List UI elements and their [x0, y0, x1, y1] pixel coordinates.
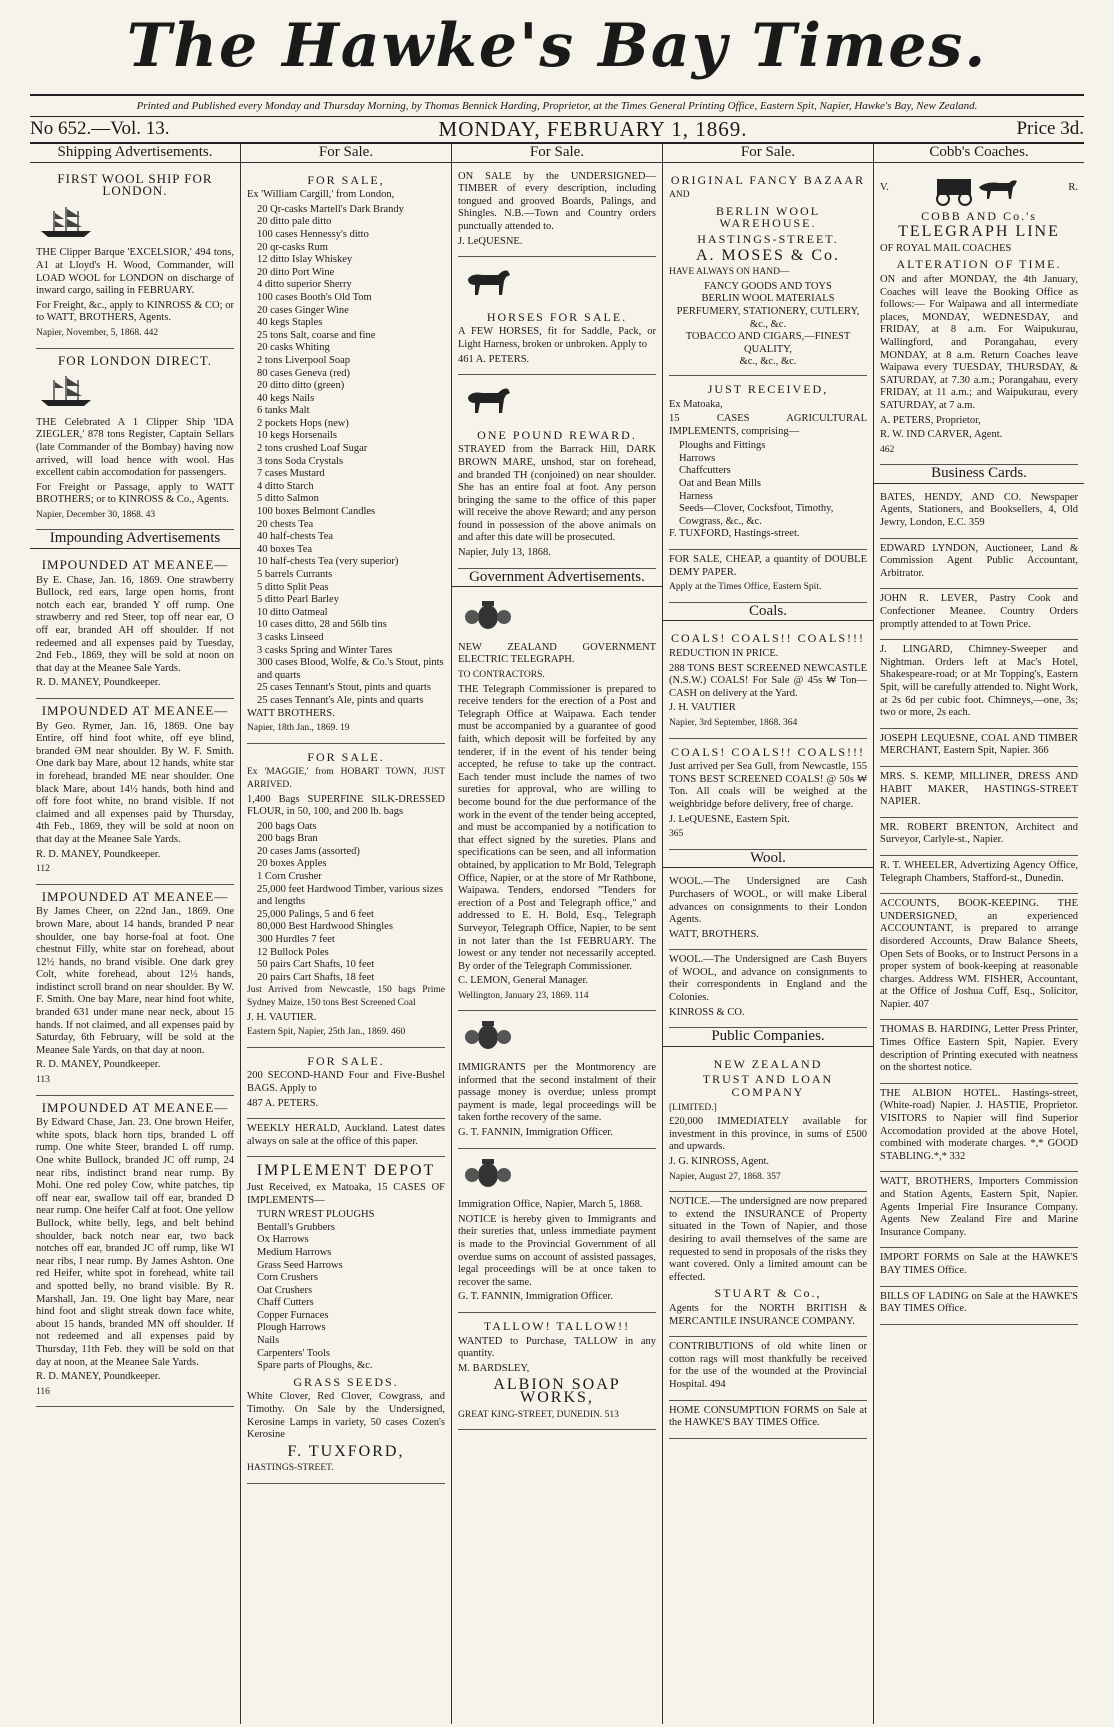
list-item: 20 cases Ginger Wine: [257, 304, 349, 316]
ad-demy-paper: FOR SALE, CHEAP, a quantity of DOUBLE DEMY PAPER. Apply at the Times Office, Eastern Spit.: [669, 550, 867, 603]
list-item: Harness: [679, 490, 713, 502]
business-card: BATES, HENDY, AND CO. Newspaper Agents, Stationers, and Booksellers, 4, Old Jewry, London, E.C. 359: [880, 488, 1078, 539]
list-item: 20 ditto Port Wine: [257, 266, 335, 278]
list-item: Bentall's Grubbers: [257, 1221, 336, 1233]
goods-list: [669, 281, 867, 369]
ad-wool-ship: FIRST WOOL SHIP FOR LONDON. THE Clipper Barque 'EXCELSIOR,' 494 tons, A1 at Lloyd's H. Wood, Commander, will LOAD WOOL for LONDON on discharge of inward cargo, sailing in FEBRUARY. For Freight, &c., apply to KINROSS & CO; or to WATT, BROTHERS, Agents. Napier, November, 5, 1868. 442: [36, 167, 234, 349]
list-item: 20 ditto pale ditto: [257, 216, 332, 228]
ad-impounded-1: IMPOUNDED AT MEANEE— By E. Chase, Jan. 16, 1869. One strawberry Bullock, red ears, large open horns, front notch each ear, branded Y off rump. One strawberry and red Steer, top off near ear, O off ear, branded AH off shoulder. If not redeemed and all expenses paid by Tuesday, 2nd Feb., 1869, they will be sold at noon on that day at the Meanee Sale Yards. R. D. MANEY, Poundkeeper.: [36, 553, 234, 699]
ad-cargill-sale: FOR SALE, Ex 'William Cargill,' from London, 20 Qr-casks Martell's Dark Brandy 20 ditto pale ditto 100 cases Hennessy's ditto 20 qr-casks Rum 12 ditto Islay Whiskey 20 ditto Port Wine 4 ditto superior Sherry 100 cases Booth's Old Tom 20 cases Ginger Wine 40 kegs Staples 25 tons Salt, coarse and fine 20 casks Whiting 2 tons Liverpool Soap 80 cases Geneva (red) 20 ditto ditto (green) 40 kegs Nails 6 tanks Malt 2 pockets Hops (new) 10 kegs Horsenails 2 tons crushed Loaf Sugar 3 tons Soda Crystals 7 cases Mustard 4 ditto Starch 5 ditto Salmon 100 boxes Belmont Candles 20 chests Tea 40 half-chests Tea 40 boxes Tea 10 half-chests Tea (very superior) 5 barrels Currants 5 ditto Split Peas 5 ditto Pearl Barley 10 ditto Oatmeal 10 cases ditto, 28 and 56lb tins 3 casks Linseed 3 casks Spring and Winter Tares 300 cases Blood, Wolfe, & Co.'s Stout, pints and quarts 25 cases Tennant's Stout, pints and quarts 25 cases Tennant's Ale, pints and quarts WATT BROTHERS. Napier, 18th Jan., 1869. 19: [247, 167, 445, 744]
list-item: 10 kegs Horsenails: [257, 430, 337, 442]
issue-number: No 652.—Vol. 13.: [30, 118, 170, 139]
list-item: 100 boxes Belmont Candles: [257, 506, 376, 518]
columns: [30, 144, 1084, 1724]
business-card: R. T. WHEELER, Advertizing Agency Office, Telegraph Chambers, Stafford-st., Dunedin.: [880, 856, 1078, 894]
list-item: 20 casks Whiting: [257, 342, 330, 354]
list-item: Spare parts of Ploughs, &c.: [257, 1360, 373, 1372]
column-for-sale-3: [663, 144, 874, 1724]
list-item: 20 boxes Apples: [257, 858, 327, 870]
royal-arms-icon: [458, 1019, 518, 1053]
list-item: 10 ditto Oatmeal: [257, 606, 328, 618]
business-card: JOHN R. LEVER, Pastry Cook and Confectioner Meanee. Country Orders promptly attended to at Town Price.: [880, 589, 1078, 640]
list-item: Oat and Bean Mills: [679, 478, 761, 490]
list-item: 2 tons Liverpool Soap: [257, 354, 351, 366]
ad-weekly-herald: WEEKLY HERALD, Auckland. Latest dates always on sale at the office of this paper.: [247, 1119, 445, 1157]
ship-icon: [36, 205, 96, 239]
ad-fancy-bazaar: ORIGINAL FANCY BAZAAR AND BERLIN WOOL WAREHOUSE. HASTINGS-STREET. A. MOSES & Co. HAVE ALWAYS ON HAND— FANCY GOODS AND TOYS BERLIN WOOL MATERIALS PERFUMERY, STATIONERY, CUTLERY, &c., &c. TOBACCO AND CIGARS,—FINEST QUALITY, &c., &c., &c.: [669, 167, 867, 376]
newspaper-title: The Hawke's Bay Times.: [126, 11, 988, 81]
list-item: Oat Crushers: [257, 1284, 313, 1296]
royal-arms-icon: [458, 599, 518, 633]
section-heading: Government Advertisements.: [452, 569, 662, 588]
list-item: Chaffcutters: [679, 465, 731, 477]
list-item: 100 cases Hennessy's ditto: [257, 228, 369, 240]
ad-immigration-notice: Immigration Office, Napier, March 5, 1868. NOTICE is hereby given to Immigrants and their sureties that, unless immediate payment is made to the Provincial Government of all overdue sums on account of assisted passages, legal proceedings will be at once taken to recover the same. G. T. FANNIN, Immigration Officer.: [458, 1149, 656, 1313]
business-card: THOMAS B. HARDING, Letter Press Printer, Times Office Eastern Spit, Napier. Every description of Printing executed with neatness on the shortest notice.: [880, 1020, 1078, 1083]
list-item: 3 tons Soda Crystals: [257, 455, 344, 467]
list-item: Chaff Cutters: [257, 1297, 314, 1309]
ad-bags-sale: FOR SALE. 200 SECOND-HAND Four and Five-Bushel BAGS. Apply to 487 A. PETERS.: [247, 1048, 445, 1119]
business-card: J. LINGARD, Chimney-Sweeper and Nightman. Orders left at Mac's Hotel, Shakespeare-road; or at Mr Topping's, Eastern Spit, will be carefully attended to. Night Work, at 2s 6d per cubic foot. Chimneys,—one, 3s; two or more, 2s each.: [880, 640, 1078, 729]
list-item: 50 pairs Cart Shafts, 10 feet: [257, 959, 375, 971]
list-item: 100 cases Booth's Old Tom: [257, 291, 372, 303]
business-card: MR. ROBERT BRENTON, Architect and Surveyor, Carlyle-st., Napier.: [880, 818, 1078, 856]
list-item: 6 tanks Malt: [257, 405, 310, 417]
list-item: 4 ditto superior Sherry: [257, 279, 352, 291]
business-card: JOSEPH LEQUESNE, COAL AND TIMBER MERCHANT, Eastern Spit, Napier. 366: [880, 729, 1078, 767]
list-item: 300 Hurdles 7 feet: [257, 934, 335, 946]
list-item: 20 chests Tea: [257, 518, 314, 530]
list-item: BERLIN WOOL MATERIALS: [701, 293, 835, 305]
section-heading: Business Cards.: [874, 465, 1084, 484]
ad-implement-depot: IMPLEMENT DEPOT Just Received, ex Matoaka, 15 CASES OF IMPLEMENTS— TURN WREST PLOUGHS Bentall's Grubbers Ox Harrows Medium Harrows Grass Seed Harrows Corn Crushers Oat Crushers Chaff Cutters Copper Furnaces Plough Harrows Nails Carpenters' Tools Spare parts of Ploughs, &c. GRASS SEEDS. White Clover, Red Clover, Cowgrass, and Timothy. On Sale by the Undersigned, Kerosine Lamps in variety, 50 cases Cozen's Kerosine F. TUXFORD, HASTINGS-STREET.: [247, 1157, 445, 1484]
list-item: 3 casks Linseed: [257, 631, 324, 643]
ad-trust-loan: NEW ZEALAND TRUST AND LOAN COMPANY [LIMITED.] £20,000 IMMEDIATELY available for investment in this province, in sums of £500 and upwards. J. G. KINROSS, Agent. Napier, August 27, 1868. 357: [669, 1051, 867, 1192]
ad-immigrants: IMMIGRANTS per the Montmorency are informed that the second instalment of their passage money is overdue; unless prompt payment is made, legal proceedings will be taken forthe recovery of the same. G. T. FANNIN, Immigration Officer.: [458, 1011, 656, 1148]
list-item: 4 ditto Starch: [257, 480, 314, 492]
column-heading: For Sale.: [663, 144, 873, 163]
ad-tallow: TALLOW! TALLOW!! WANTED to Purchase, TALLOW in any quantity. M. BARDSLEY, ALBION SOAP WORKS, GREAT KING-STREET, DUNEDIN. 513: [458, 1313, 656, 1430]
list-item: Seeds—Clover, Cocksfoot, Timothy, Cowgrass, &c., &c.: [679, 503, 834, 527]
list-item: 3 casks Spring and Winter Tares: [257, 644, 393, 656]
list-item: 25 cases Tennant's Ale, pints and quarts: [257, 694, 424, 706]
list-item: PERFUMERY, STATIONERY, CUTLERY, &c., &c.: [676, 305, 860, 330]
list-item: TURN WREST PLOUGHS: [257, 1209, 375, 1221]
list-item: 12 Bullock Poles: [257, 946, 329, 958]
list-item: Ploughs and Fittings: [679, 440, 766, 452]
ad-coals-vautier: COALS! COALS!! COALS!!! REDUCTION IN PRICE. 288 TONS BEST SCREENED NEWCASTLE (N.S.W.) COALS! For Sale @ 45s ₩ Ton—CASH on delivery at the Yard. J. H. VAUTIER Napier, 3rd September, 1868. 364: [669, 625, 867, 738]
dateline: [30, 116, 1084, 144]
ad-timber: ON SALE by the UNDERSIGNED—TIMBER of every description, including tongued and grooved Boards, Palings, and Shingles. N.B.—Town and Country orders punctually attended to. J. LeQUESNE.: [458, 167, 656, 258]
business-cards: [880, 488, 1078, 1325]
ad-contributions: CONTRIBUTIONS of old white linen or cotton rags will most thankfully be received for the use of the wounded at the Provincial Hospital. 494: [669, 1337, 867, 1400]
ad-horses: HORSES FOR SALE. A FEW HORSES, fit for Saddle, Pack, or Light Harness, broken or unbroken. Apply to 461 A. PETERS.: [458, 257, 656, 375]
list-item: 20 qr-casks Rum: [257, 241, 328, 253]
list-item: Copper Furnaces: [257, 1309, 329, 1321]
ad-telegraph: NEW ZEALAND GOVERNMENT ELECTRIC TELEGRAPH. TO CONTRACTORS. THE Telegraph Commissioner is prepared to receive tenders for the erection of a Post and Telegraph Office at Waipawa. Each tender must be accompanied by a guarantee of good faith, which deposit will be forfeited by any tenderer, if in the event of his tender being accepted, he refuse to take up the contract. Each tender must include the names of two sureties for approval, who are willing to become bound for the due performance of the work in the event of the tender being accepted, and must be accompanied by a notification to that effect signed by the sureties. Plans and specifications can be seen, and all information obtained, by application to Mr Bold, Telegraph Office, Napier, or at the store of Mr Rathbone, Waipawa. Tenders, endorsed "Tenders for erection of a Post and Telegraph office," and addressed to E. H. Bold, Esq., Telegraph Surveyor, Telegraph Office, Napier, to be sent in not later than the 1st FEBRUARY. The lowest or any tender not necessarily accepted. By order of the Telegraph Commissioner. C. LEMON, General Manager. Wellington, January 23, 1869. 114: [458, 591, 656, 1011]
ad-london-direct: FOR LONDON DIRECT. THE Celebrated A 1 Clipper Ship 'IDA ZIEGLER,' 878 tons Register, Captain Sellars (late Commander of the Bombay) having now arrived, will load hence with wool. Has excellent cabin accomodation for passengers. For Freight or Passage, apply to WATT BROTHERS; or to KINROSS & Co., Agents. Napier, December 30, 1868. 43: [36, 349, 234, 531]
list-item: 5 ditto Split Peas: [257, 581, 329, 593]
list-item: 7 cases Mustard: [257, 468, 325, 480]
list-item: 25,000 Palings, 5 and 6 feet: [257, 908, 374, 920]
ad-coals-lequesne: COALS! COALS!! COALS!!! Just arrived per Sea Gull, from Newcastle, 155 TONS BEST SCREENED COALS! @ 50s ₩ Ton. All coals will be weighed at the weighbridge before delivery, free of charge. J. LeQUESNE, Eastern Spit. 365: [669, 739, 867, 850]
business-card: MRS. S. KEMP, MILLINER, DRESS AND HABIT MAKER, HASTINGS-STREET NAPIER.: [880, 767, 1078, 818]
list-item: 20 Qr-casks Martell's Dark Brandy: [257, 203, 404, 215]
list-item: 25 cases Tennant's Stout, pints and quarts: [257, 682, 431, 694]
horse-icon: [458, 265, 518, 299]
list-item: 80 cases Geneva (red): [257, 367, 350, 379]
list-item: Nails: [257, 1335, 280, 1347]
business-card: IMPORT FORMS on Sale at the HAWKE'S BAY TIMES Office.: [880, 1248, 1078, 1286]
business-card: WATT, BROTHERS, Importers Commission and Station Agents, Eastern Spit, Napier. Agents Imperial Fire Insurance Company. Agents New Zealand Fire and Marine Insurance Company.: [880, 1172, 1078, 1248]
issue-date: MONDAY, FEBRUARY 1, 1869.: [438, 116, 748, 141]
list-item: 20 cases Jams (assorted): [257, 845, 360, 857]
masthead: [0, 0, 1114, 96]
goods-list: [247, 821, 445, 985]
issue-price: Price 3d.: [1016, 118, 1084, 139]
list-item: 10 cases ditto, 28 and 56lb tins: [257, 619, 387, 631]
column-heading: For Sale.: [452, 144, 662, 163]
goods-list: [247, 204, 445, 708]
business-card: ACCOUNTS, BOOK-KEEPING. THE UNDERSIGNED, an experienced ACCOUNTANT, is prepared to arrange disordered Accounts, Draw Balance Sheets, Open Sets of Books, or to Instruct Persons in a proper system of book-keeping at reasonable charges. Address WM. FISHER, Accountant, at the Office of Joshua Cuff, Esq., Solicitor, Napier. 407: [880, 894, 1078, 1020]
ad-impounded-2: IMPOUNDED AT MEANEE— By Geo. Rymer, Jan. 16, 1869. One bay Entire, off hind foot white, off eye blind, branded ƏM near shoulder. By W. F. Smith. One dark bay Mare, about 12 hands, white star in forehead, branded ME near shoulder. One black Mare, about 14½ hands, both hind and off fore foot white, no brand visible. If not claimed and all expenses paid by Thursday, 4th Feb., 1869, they will be sold at noon on that day at the Meanee Sale Yards. R. D. MANEY, Poundkeeper. 112: [36, 699, 234, 885]
section-heading: Impounding Advertisements: [30, 530, 240, 549]
ad-cobb-coaches: V. R. COBB AND Co.'s TELEGRAPH LINE OF ROYAL MAIL COACHES ALTERATION OF TIME. ON and after MONDAY, the 4th January, Coaches will leave the Booking Office as follows:— For Waipawa and all intermediate places, MONDAY, WEDNESDAY, and FRIDAY, at 8 a.m. For Waipukurau, Wallingford, and Porangahau, every MONDAY, at 8 a.m. Return Coaches leave Waipawa every TUESDAY, THURSDAY, & SATURDAY, at 7.30 a.m.; Porangahau, every FRIDAY, at 11 a.m.; and Waipukurau, every SATURDAY, at 7 a.m. A. PETERS, Proprietor, R. W. IND CARVER, Agent. 462: [880, 167, 1078, 466]
list-item: 1 Corn Crusher: [257, 871, 322, 883]
list-item: 40 boxes Tea: [257, 543, 313, 555]
list-item: 80,000 Best Hardwood Shingles: [257, 921, 393, 933]
ad-wool-kinross: WOOL.—The Undersigned are Cash Buyers of WOOL, and advance on consignments to their correspondents in England and the Colonies. KINROSS & CO.: [669, 950, 867, 1028]
list-item: Grass Seed Harrows: [257, 1259, 343, 1271]
section-heading: Coals.: [663, 603, 873, 622]
list-item: Ox Harrows: [257, 1234, 309, 1246]
ad-home-forms: HOME CONSUMPTION FORMS on Sale at the HAWKE'S BAY TIMES Office.: [669, 1401, 867, 1439]
list-item: Harrows: [679, 452, 716, 464]
list-item: 20 ditto ditto (green): [257, 380, 345, 392]
list-item: Corn Crushers: [257, 1272, 318, 1284]
list-item: 25 tons Salt, coarse and fine: [257, 329, 376, 341]
list-item: &c., &c., &c.: [739, 356, 797, 368]
ad-wool-watt: WOOL.—The Undersigned are Cash Purchasers of WOOL, or will make Liberal advances on consignments to their London Agents. WATT, BROTHERS.: [669, 872, 867, 950]
list-item: TOBACCO AND CIGARS,—FINEST QUALITY,: [685, 331, 851, 355]
list-item: 5 ditto Pearl Barley: [257, 594, 339, 606]
list-item: 40 kegs Nails: [257, 392, 315, 404]
royal-arms-icon: [458, 1157, 518, 1191]
list-item: Plough Harrows: [257, 1322, 326, 1334]
column-coaches-cards: [874, 144, 1084, 1724]
column-heading: Cobb's Coaches.: [874, 144, 1084, 163]
list-item: 40 kegs Staples: [257, 317, 323, 329]
ad-reward: ONE POUND REWARD. STRAYED from the Barrack Hill, DARK BROWN MARE, unshod, star on forehead, and branded TH (conjoined) on near shoulder. She has an entire foal at foot. Any person bringing the same to the office of this paper will receive the above Reward; and any person found in possession of the above animals on and after this date will be prosecuted. Napier, July 13, 1868.: [458, 375, 656, 569]
business-card: EDWARD LYNDON, Auctioneer, Land & Commission Agent Public Accountant, Arbitrator.: [880, 539, 1078, 590]
section-heading: Public Companies.: [663, 1028, 873, 1047]
list-item: 5 barrels Currants: [257, 569, 333, 580]
ad-maggie-sale: FOR SALE. Ex 'MAGGIE,' from HOBART TOWN, JUST ARRIVED. 1,400 Bags SUPERFINE SILK-DRESSED FLOUR, in 50, 100, and 200 lb. bags 200 bags Oats 200 bags Bran 20 cases Jams (assorted) 20 boxes Apples 1 Corn Crusher 25,000 feet Hardwood Timber, various sizes and lengths 25,000 Palings, 5 and 6 feet 80,000 Best Hardwood Shingles 300 Hurdles 7 feet 12 Bullock Poles 50 pairs Cart Shafts, 10 feet 20 pairs Cart Shafts, 18 feet Just Arrived from Newcastle, 150 bags Prime Sydney Maize, 150 tons Best Screened Coal J. H. VAUTIER. Eastern Spit, Napier, 25th Jan., 1869. 460: [247, 744, 445, 1048]
column-for-sale-2: [452, 144, 663, 1724]
column-heading: For Sale.: [241, 144, 451, 163]
ad-insurance: NOTICE.—The undersigned are now prepared to extend the INSURANCE of Property situated in the Town of Napier, and those desiring to avail themselves of the same are requested to send in proposals of the risks they want covered. Only a limited amount can be effected. STUART & Co., Agents for the NORTH BRITISH & MERCANTILE INSURANCE COMPANY.: [669, 1192, 867, 1337]
imprint-line: Printed and Published every Monday and Thursday Morning, by Thomas Bennick Harding, Proprietor, at the Times General Printing Office, Eastern Spit, Napier, Hawke's Bay, New Zealand.: [30, 94, 1084, 117]
ad-title: FIRST WOOL SHIP FOR LONDON.: [57, 170, 213, 199]
list-item: 20 pairs Cart Shafts, 18 feet: [257, 971, 375, 983]
list-item: 200 bags Bran: [257, 833, 318, 845]
list-item: Medium Harrows: [257, 1246, 332, 1258]
ad-impounded-3: IMPOUNDED AT MEANEE— By James Cheer, on 22nd Jan., 1869. One brown Mare, about 14 hands, branded P near shoulder, one bay horse-foal at foot. One chestnut Filly, white star on forehead, about 12½ hands, no brand visible. One dark grey Colt, white forehead, about 12½ hands, indistinct scroll brand on near shoulder. By W. F. Smith. One bay Mare, near hind foot white, branded 631 under mane near neck, about 15 hands. If not claimed, and all expenses paid by Saturday, 6th February, will be sold at the Meanee Sale Yards, on that day at noon. R. D. MANEY, Poundkeeper. 113: [36, 885, 234, 1096]
business-card: THE ALBION HOTEL. Hastings-street, (White-road) Napier. J. HASTIE, Proprietor. VISITORS to Napier will find Superior Accomodation provided at the above Hotel, combined with moderate charges. *,* GOOD STABLING.*,* 332: [880, 1084, 1078, 1173]
column-heading: Shipping Advertisements.: [30, 144, 240, 163]
ship-icon: [36, 374, 96, 408]
list-item: FANCY GOODS AND TOYS: [704, 280, 832, 292]
ad-impounded-4: IMPOUNDED AT MEANEE— By Edward Chase, Jan. 23. One brown Heifer, white spots, black horn tips, branded L off rump. One white Steer, branded L off rump. One white Bullock, branded JC off rump, 24 near ribs, indistinct brand near rump. By Mohi. One red poley Cow, white patches, tip off near ear, swallow tail off ear, branded D near rump. One heifer Calf at foot. One yellow Bullock, white belly, legs, and belt behind shoulder, back notch near ear, two back notches off ear, branded JC off rump, like WI near ribs, I near rump. By James Ashton. One red Heifer, white spot in forehead, white tail and spotted belly, no brand visible. By R. Marshall, Jan. 19. One light bay Mare, near hind foot and slight streak down face white, about 15 hands, branded MN off shoulder. If not redeemed and all expenses paid by Thursday, 11th Feb. they will be sold on that day at noon, at the Meanee Sale Yards. R. D. MANEY, Poundkeeper. 116: [36, 1096, 234, 1408]
list-item: 12 ditto Islay Whiskey: [257, 254, 353, 266]
ad-just-received: JUST RECEIVED, Ex Matoaka, 15 CASES AGRICULTURAL IMPLEMENTS, comprising— Ploughs and Fittings Harrows Chaffcutters Oat and Bean Mills Harness Seeds—Clover, Cocksfoot, Timothy, Cowgrass, &c., &c. F. TUXFORD, Hastings-street.: [669, 376, 867, 550]
list-item: 200 bags Oats: [257, 820, 317, 832]
list-item: 5 ditto Salmon: [257, 493, 319, 505]
horse-icon: [458, 383, 518, 417]
column-shipping: [30, 144, 241, 1724]
ad-title: FOR LONDON DIRECT.: [58, 352, 212, 368]
goods-list: [247, 1209, 445, 1373]
list-item: 25,000 feet Hardwood Timber, various sizes and lengths: [257, 883, 443, 908]
business-card: BILLS OF LADING on Sale at the HAWKE'S BAY TIMES Office.: [880, 1287, 1078, 1325]
list-item: 2 pockets Hops (new): [257, 417, 349, 429]
list-item: 300 cases Blood, Wolfe, & Co.'s Stout, pints and quarts: [257, 657, 444, 681]
list-item: Carpenters' Tools: [257, 1347, 330, 1359]
list-item: 40 half-chests Tea: [257, 531, 334, 543]
stagecoach-icon: [929, 171, 1029, 207]
column-for-sale-1: [241, 144, 452, 1724]
list-item: 10 half-chests Tea (very superior): [257, 556, 399, 568]
section-heading: Wool.: [663, 850, 873, 869]
goods-list: [669, 440, 867, 528]
list-item: 2 tons crushed Loaf Sugar: [257, 443, 368, 455]
